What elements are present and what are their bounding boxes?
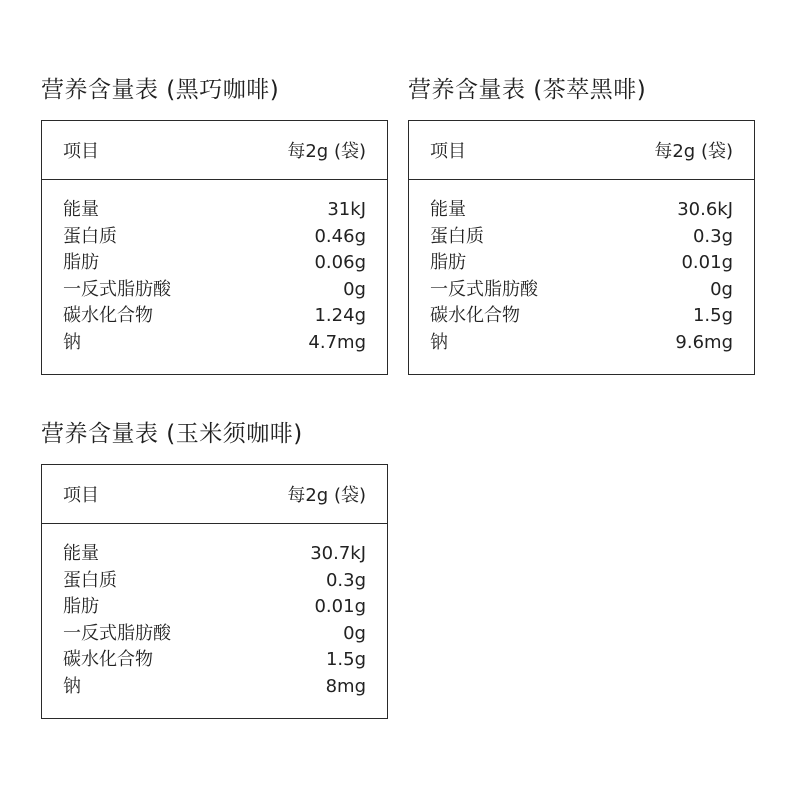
row-value: 9.6mg [675, 331, 733, 353]
header-per-serving-label: 每2g (袋) [287, 485, 366, 506]
row-value: 0.3g [692, 225, 733, 247]
table-row-trans-fat [430, 277, 733, 304]
row-label: 碳水化合物 [430, 305, 520, 327]
row-label: 脂肪 [63, 596, 99, 618]
table-row-energy [430, 197, 733, 224]
table-row-trans-fat [63, 621, 366, 648]
row-value: 1.24g [314, 305, 366, 327]
nutrition-table [408, 120, 755, 375]
row-value: 1.5g [325, 649, 366, 671]
row-value: 0g [343, 278, 366, 300]
row-label: 钠 [430, 331, 448, 353]
row-value: 1.5g [692, 305, 733, 327]
table-row-protein [430, 224, 733, 251]
table-body [42, 180, 387, 357]
table-row-fat [430, 250, 733, 277]
table-row-energy [63, 197, 366, 224]
row-label: 能量 [63, 543, 99, 564]
table-row-energy [63, 541, 366, 568]
table-row-carbohydrate [430, 303, 733, 330]
table-row-fat [63, 594, 366, 621]
row-value: 0.01g [681, 252, 733, 274]
table-row-carbohydrate [63, 303, 366, 330]
table-header [42, 121, 387, 180]
row-label: 蛋白质 [63, 225, 117, 247]
row-label: 碳水化合物 [63, 305, 153, 327]
row-label: 脂肪 [430, 252, 466, 274]
row-label: 脂肪 [63, 252, 99, 274]
nutrition-table [41, 464, 388, 719]
table-row-sodium [63, 330, 366, 357]
panel-title: 营养含量表 (茶萃黑啡) [408, 77, 647, 103]
panel-title: 营养含量表 (黑巧咖啡) [41, 77, 280, 103]
table-row-protein [63, 568, 366, 595]
row-label: 蛋白质 [430, 225, 484, 247]
nutrition-panel-tea-extract-black-coffee [408, 74, 755, 375]
header-item-label: 项目 [63, 485, 99, 506]
table-row-fat [63, 250, 366, 277]
table-body [42, 524, 387, 701]
panel-title: 营养含量表 (玉米须咖啡) [41, 421, 303, 447]
row-value: 0g [710, 278, 733, 300]
row-label: 钠 [63, 675, 81, 697]
table-header [42, 465, 387, 524]
table-row-protein [63, 224, 366, 251]
table-header [409, 121, 754, 180]
row-label: 蛋白质 [63, 569, 117, 591]
row-value: 0.01g [314, 596, 366, 618]
row-value: 0.46g [314, 225, 366, 247]
table-row-trans-fat [63, 277, 366, 304]
row-value: 0.06g [314, 252, 366, 274]
table-row-carbohydrate [63, 647, 366, 674]
row-label: 能量 [430, 199, 466, 220]
nutrition-panel-dark-chocolate-coffee [41, 74, 388, 375]
row-label: 一反式脂肪酸 [63, 622, 171, 644]
header-per-serving-label: 每2g (袋) [287, 141, 366, 162]
row-label: 碳水化合物 [63, 649, 153, 671]
header-item-label: 项目 [63, 141, 99, 162]
header-per-serving-label: 每2g (袋) [654, 141, 733, 162]
header-item-label: 项目 [430, 141, 466, 162]
row-label: 能量 [63, 199, 99, 220]
nutrition-table [41, 120, 388, 375]
row-value: 0g [343, 622, 366, 644]
row-label: 钠 [63, 331, 81, 353]
row-value: 30.6kJ [677, 199, 733, 220]
row-label: 一反式脂肪酸 [63, 278, 171, 300]
row-value: 30.7kJ [310, 543, 366, 564]
row-value: 31kJ [327, 199, 366, 220]
table-row-sodium [430, 330, 733, 357]
row-value: 0.3g [325, 569, 366, 591]
row-value: 8mg [325, 675, 366, 697]
table-row-sodium [63, 674, 366, 701]
table-body [409, 180, 754, 357]
nutrition-panel-corn-silk-coffee [41, 418, 388, 719]
row-label: 一反式脂肪酸 [430, 278, 538, 300]
row-value: 4.7mg [308, 331, 366, 353]
